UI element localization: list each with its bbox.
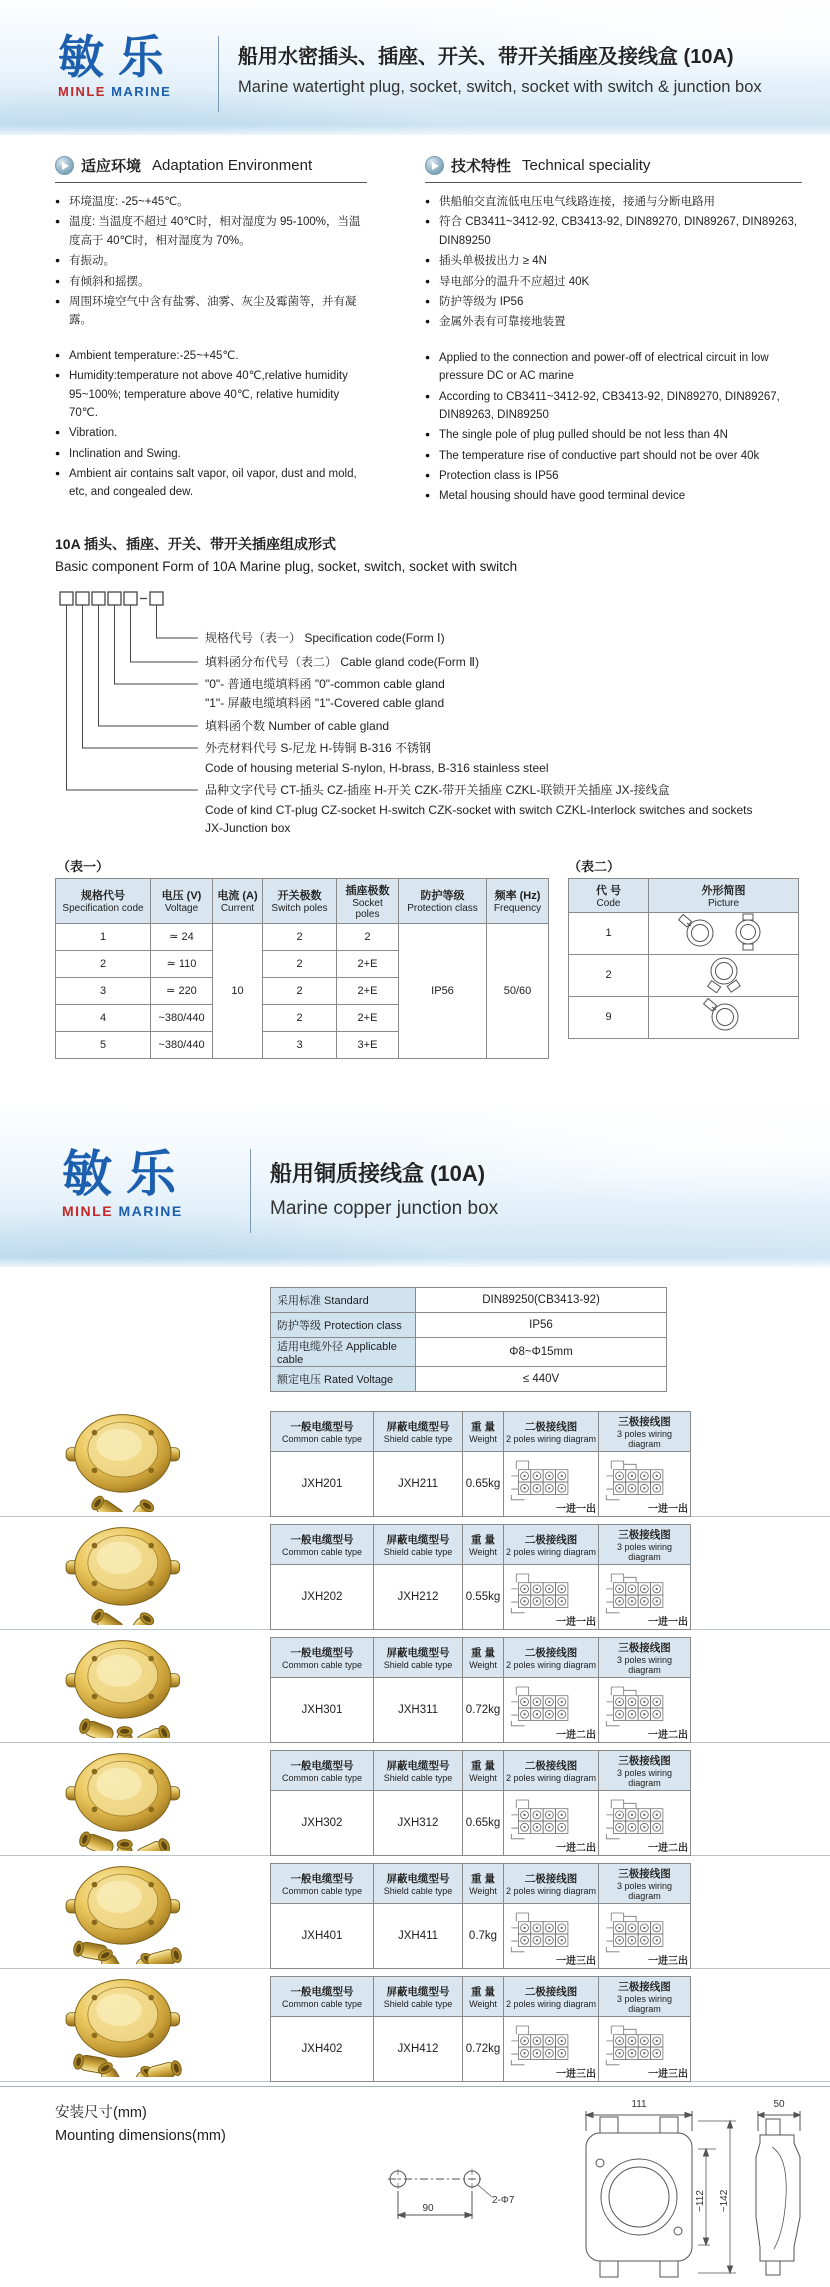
- cell-common-type: JXH401: [271, 1903, 374, 1968]
- wiring-caption: 一进三出: [556, 1955, 596, 1967]
- table-header-row: [271, 1637, 691, 1677]
- feature-columns: [0, 135, 830, 508]
- gland-layout-sketch: [676, 913, 722, 951]
- table-row: [56, 923, 549, 950]
- table-header-row: [569, 878, 799, 912]
- cell-switch-poles: 2: [263, 977, 337, 1004]
- col-header: 一般电缆型号 Common cable type: [271, 1411, 374, 1451]
- cell-wiring-2p: [504, 1564, 599, 1629]
- cell-shield-type: JXH211: [374, 1451, 463, 1516]
- col-header: 三极接线图 3 poles wiring diagram: [599, 1976, 691, 2016]
- cell-weight: 0.65kg: [463, 1451, 504, 1516]
- product-table: [270, 1637, 691, 1743]
- spec-label: 适用电缆外径 Applicable cable: [271, 1337, 416, 1366]
- adaptation-title-en: Adaptation Environment: [152, 157, 313, 174]
- col-header: 电压 (V) Voltage: [151, 878, 213, 923]
- code-label: "1"- 屏蔽电缆填料函 "1"-Covered cable gland: [205, 695, 445, 710]
- product-photo-junction-box: [32, 1973, 208, 2077]
- wiring-caption: 一进二出: [556, 1729, 596, 1741]
- cell-weight: 0.65kg: [463, 1790, 504, 1855]
- component-title-en: Basic component Form of 10A Marine plug, socket, switch, socket with switch: [55, 558, 518, 574]
- wiring-caption: 一进二出: [556, 1842, 596, 1854]
- code-label: JX-Junction box: [205, 820, 291, 835]
- wiring-diagram-3p: [603, 1456, 689, 1504]
- page-title-en: Marine watertight plug, socket, switch, socket with switch & junction box: [238, 78, 762, 96]
- product-row: [0, 1856, 830, 1969]
- product-table: [270, 1411, 691, 1517]
- forms-section: [0, 856, 830, 1071]
- cell-socket-poles: 2+E: [337, 950, 399, 977]
- product-photo-junction-box: [32, 1408, 208, 1512]
- list-item: ● Applied to the connection and power-off of electrical circuit in low pressure DC or AC marine: [425, 349, 802, 386]
- col-header: 重 量 Weight: [463, 1524, 504, 1564]
- col-header: 一般电缆型号 Common cable type: [271, 1976, 374, 2016]
- col-header: 三极接线图 3 poles wiring diagram: [599, 1411, 691, 1451]
- adaptation-title-cn: 适应环境: [81, 158, 142, 175]
- cell-weight: 0.7kg: [463, 1903, 504, 1968]
- spec-value: IP56: [416, 1312, 667, 1337]
- list-item: ● 防护等级为 IP56: [425, 293, 802, 311]
- product-row: [0, 1743, 830, 1856]
- table-header-row: [271, 1976, 691, 2016]
- cell-switch-poles: 2: [263, 950, 337, 977]
- spec-label: 防护等级 Protection class: [271, 1312, 416, 1337]
- cell-spec-code: 1: [56, 923, 151, 950]
- table-header-row: [56, 878, 549, 923]
- col-header: 插座极数 Socket poles: [337, 878, 399, 923]
- product-photo-junction-box: [32, 1747, 208, 1851]
- spec-label: 采用标准 Standard: [271, 1287, 416, 1312]
- table-row: [271, 1366, 667, 1391]
- play-circle-icon: [425, 156, 444, 175]
- col-header: 屏蔽电缆型号 Shield cable type: [374, 1637, 463, 1677]
- product-photo-junction-box: [32, 1521, 208, 1625]
- table-row: [271, 1337, 667, 1366]
- code-label: 品种文字代号 CT-插头 CZ-插座 H-开关 CZK-带开关插座 CZKL-联锁开关插座 JX-接线盒: [205, 782, 670, 797]
- wiring-caption: 一进三出: [556, 2068, 596, 2080]
- list-item: ● The temperature rise of conductive part should not be over 40k: [425, 447, 802, 465]
- dim-112: ~112: [695, 2189, 706, 2212]
- col-header: 规格代号 Specification code: [56, 878, 151, 923]
- page-title-cn: 船用水密插头、插座、开关、带开关插座及接线盒 (10A): [238, 46, 734, 68]
- gland-layout-sketch: [701, 997, 747, 1035]
- col-header: 屏蔽电缆型号 Shield cable type: [374, 1411, 463, 1451]
- cell-switch-poles: 2: [263, 1004, 337, 1031]
- cell-weight: 0.55kg: [463, 1564, 504, 1629]
- wiring-diagram-2p: [508, 1795, 594, 1843]
- product-table: [270, 1524, 691, 1630]
- cell-spec-code: 5: [56, 1031, 151, 1058]
- table-row: [271, 1564, 691, 1629]
- table-header-row: [271, 1863, 691, 1903]
- code-diagram-graphic: [0, 584, 830, 842]
- adaptation-section: [55, 155, 367, 508]
- col-header: 三极接线图 3 poles wiring diagram: [599, 1524, 691, 1564]
- table-row: [271, 1790, 691, 1855]
- page-title: [238, 40, 762, 97]
- dim-50: 50: [773, 2098, 785, 2110]
- header-divider: [250, 1149, 251, 1233]
- table-header-row: [271, 1411, 691, 1451]
- component-code-diagram: [0, 584, 830, 842]
- cell-socket-poles: 2: [337, 923, 399, 950]
- cell-voltage: ≃ 110: [151, 950, 213, 977]
- cell-spec-code: 3: [56, 977, 151, 1004]
- col-header: 三极接线图 3 poles wiring diagram: [599, 1637, 691, 1677]
- mounting-title-cn: 安装尺寸(mm): [55, 2104, 147, 2121]
- cell-spec-code: 2: [56, 950, 151, 977]
- cell-common-type: JXH301: [271, 1677, 374, 1742]
- cell-wiring-2p: [504, 1790, 599, 1855]
- code-label: 规格代号（表一） Specification code(Form Ⅰ): [205, 630, 445, 645]
- col-header: 重 量 Weight: [463, 1863, 504, 1903]
- technical-title-en: Technical speciality: [522, 157, 651, 174]
- brand-name-en: MINLE MARINE: [62, 1202, 183, 1219]
- list-item: ● 有倾斜和摇摆。: [55, 273, 367, 291]
- code-label: "0"- 普通电缆填料函 "0"-common cable gland: [205, 676, 445, 691]
- dim-142: ~142: [719, 2189, 730, 2213]
- cell-weight: 0.72kg: [463, 2016, 504, 2081]
- table-header-row: [271, 1750, 691, 1790]
- cell-shield-type: JXH311: [374, 1677, 463, 1742]
- spec-label: 额定电压 Rated Voltage: [271, 1366, 416, 1391]
- cell-socket-poles: 3+E: [337, 1031, 399, 1058]
- gland-layout-sketch: [701, 955, 747, 993]
- col-header: 电流 (A) Current: [213, 878, 263, 923]
- col-header: 一般电缆型号 Common cable type: [271, 1750, 374, 1790]
- section2-title-en: Marine copper junction box: [270, 1197, 499, 1219]
- wiring-diagram-3p: [603, 1908, 689, 1956]
- adaptation-list-cn: [55, 193, 367, 330]
- col-header: 二极接线图 2 poles wiring diagram: [504, 1976, 599, 2016]
- cell-weight: 0.72kg: [463, 1677, 504, 1742]
- section2-title-cn: 船用铜质接线盒 (10A): [270, 1160, 486, 1186]
- form2-table: [568, 878, 799, 1039]
- cell-wiring-2p: [504, 2016, 599, 2081]
- wiring-diagram-3p: [603, 1795, 689, 1843]
- wiring-caption: 一进一出: [556, 1616, 596, 1628]
- brand-logo: [58, 31, 178, 99]
- technical-title-cn: 技术特性: [451, 158, 512, 175]
- cell-wiring-3p: [599, 1564, 691, 1629]
- table-row: [271, 1677, 691, 1742]
- cell-shield-type: JXH312: [374, 1790, 463, 1855]
- header-band-1: [0, 0, 830, 135]
- col-header: 防护等级 Protection class: [399, 878, 487, 923]
- col-header: 二极接线图 2 poles wiring diagram: [504, 1524, 599, 1564]
- code-label: Code of housing meterial S-nylon, H-brass, B-316 stainless steel: [205, 760, 549, 775]
- product-table: [270, 1976, 691, 2082]
- col-header: 一般电缆型号 Common cable type: [271, 1524, 374, 1564]
- cell-code: 2: [569, 954, 649, 996]
- col-header: 重 量 Weight: [463, 1411, 504, 1451]
- cell-switch-poles: 2: [263, 923, 337, 950]
- list-item: ● Ambient temperature:-25~+45℃.: [55, 347, 367, 365]
- brand-name-cn: 敏乐: [62, 1145, 190, 1202]
- dim-holes: 2-Φ7: [492, 2194, 515, 2206]
- cell-protection: IP56: [399, 923, 487, 1058]
- cell-picture: [649, 996, 799, 1038]
- table-row: [271, 1312, 667, 1337]
- code-label: 填料函个数 Number of cable gland: [205, 718, 390, 733]
- cell-wiring-2p: [504, 1903, 599, 1968]
- component-title-cn: 10A 插头、插座、开关、带开关插座组成形式: [55, 535, 337, 552]
- technical-section: [425, 155, 802, 508]
- product-table: [270, 1863, 691, 1969]
- col-header: 二极接线图 2 poles wiring diagram: [504, 1863, 599, 1903]
- wiring-caption: 一进一出: [556, 1503, 596, 1515]
- table-row: [271, 1287, 667, 1312]
- wiring-caption: 一进二出: [648, 1729, 688, 1741]
- product-row: [0, 1630, 830, 1743]
- wiring-diagram-3p: [603, 2021, 689, 2069]
- adaptation-heading: [55, 155, 367, 183]
- table-row: [271, 2016, 691, 2081]
- list-item: ● 供船舶交直流低电压电气线路连接，接通与分断电路用: [425, 193, 802, 211]
- spec-value: DIN89250(CB3413-92): [416, 1287, 667, 1312]
- cell-code: 1: [569, 912, 649, 954]
- code-label: 外壳材料代号 S-尼龙 H-铸铜 B-316 不锈钢: [205, 740, 432, 755]
- product-row: [0, 1969, 830, 2082]
- spec-value: Φ8~Φ15mm: [416, 1337, 667, 1366]
- col-header: 重 量 Weight: [463, 1637, 504, 1677]
- table-header-row: [271, 1524, 691, 1564]
- form2-caption: （表二）: [568, 858, 621, 874]
- table-row: [271, 1451, 691, 1516]
- product-photo-junction-box: [32, 1860, 208, 1964]
- wiring-caption: 一进二出: [648, 1842, 688, 1854]
- list-item: ● 导电部分的温升不应超过 40K: [425, 273, 802, 291]
- adaptation-list-en: [55, 347, 367, 502]
- product-list: [0, 1404, 830, 2082]
- cell-wiring-2p: [504, 1451, 599, 1516]
- brand-logo: [62, 1145, 190, 1219]
- col-header: 频率 (Hz) Frequency: [487, 878, 549, 923]
- col-header: 二极接线图 2 poles wiring diagram: [504, 1411, 599, 1451]
- cell-voltage: ~380/440: [151, 1031, 213, 1058]
- component-form-section: [0, 534, 830, 842]
- list-item: ● 插头单极拔出力 ≥ 4N: [425, 252, 802, 270]
- product-row: [0, 1517, 830, 1630]
- technical-list-en: [425, 349, 802, 506]
- list-item: ● Metal housing should have good terminal device: [425, 487, 802, 505]
- wiring-diagram-2p: [508, 1569, 594, 1617]
- wiring-caption: 一进一出: [648, 1616, 688, 1628]
- cell-picture: [649, 912, 799, 954]
- wiring-diagram-2p: [508, 1908, 594, 1956]
- cell-wiring-2p: [504, 1677, 599, 1742]
- cell-voltage: ≃ 220: [151, 977, 213, 1004]
- brand-name-cn: 敏乐: [58, 31, 178, 83]
- col-header: 一般电缆型号 Common cable type: [271, 1637, 374, 1677]
- product-row: [0, 1404, 830, 1517]
- col-header: 外形简图 Picture: [649, 878, 799, 912]
- cell-shield-type: JXH411: [374, 1903, 463, 1968]
- wiring-caption: 一进一出: [648, 1503, 688, 1515]
- list-item: ● The single pole of plug pulled should be not less than 4N: [425, 426, 802, 444]
- cell-wiring-3p: [599, 1451, 691, 1516]
- spec-table: [270, 1287, 667, 1392]
- col-header: 二极接线图 2 poles wiring diagram: [504, 1750, 599, 1790]
- cell-shield-type: JXH412: [374, 2016, 463, 2081]
- cell-common-type: JXH201: [271, 1451, 374, 1516]
- header-band-2: [0, 1105, 830, 1267]
- technical-list-cn: [425, 193, 802, 332]
- col-header: 屏蔽电缆型号 Shield cable type: [374, 1863, 463, 1903]
- cell-wiring-3p: [599, 1903, 691, 1968]
- wiring-diagram-2p: [508, 1456, 594, 1504]
- cell-wiring-3p: [599, 2016, 691, 2081]
- cell-socket-poles: 2+E: [337, 1004, 399, 1031]
- cell-shield-type: JXH212: [374, 1564, 463, 1629]
- wiring-diagram-3p: [603, 1682, 689, 1730]
- spec-value: ≤ 440V: [416, 1366, 667, 1391]
- table-row: [569, 912, 799, 954]
- list-item: ● Humidity:temperature not above 40℃,relative humidity 95~100%; temperature above 40℃, relative humidity 70℃.: [55, 367, 367, 422]
- list-item: ● According to CB3411~3412-92, CB3413-92, DIN89270, DIN89267, DIN89263, DIN89250: [425, 388, 802, 425]
- col-header: 重 量 Weight: [463, 1750, 504, 1790]
- mounting-section: [0, 2086, 830, 2287]
- col-header: 屏蔽电缆型号 Shield cable type: [374, 1976, 463, 2016]
- col-header: 一般电缆型号 Common cable type: [271, 1863, 374, 1903]
- cell-common-type: JXH302: [271, 1790, 374, 1855]
- dim-111: 111: [631, 2098, 647, 2110]
- product-table: [270, 1750, 691, 1856]
- table-row: [271, 1903, 691, 1968]
- cell-wiring-3p: [599, 1790, 691, 1855]
- cell-wiring-3p: [599, 1677, 691, 1742]
- list-item: ● 环境温度: -25~+45℃。: [55, 193, 367, 211]
- list-item: ● Protection class is IP56: [425, 467, 802, 485]
- table-row: [569, 996, 799, 1038]
- col-header: 屏蔽电缆型号 Shield cable type: [374, 1524, 463, 1564]
- col-header: 屏蔽电缆型号 Shield cable type: [374, 1750, 463, 1790]
- list-item: ● 符合 CB3411~3412-92, CB3413-92, DIN89270, DIN89267, DIN89263, DIN89250: [425, 213, 802, 250]
- cell-switch-poles: 3: [263, 1031, 337, 1058]
- cell-current: 10: [213, 923, 263, 1058]
- list-item: ● 温度: 当温度不超过 40℃时，相对湿度为 95-100%，当温度高于 40℃时，相对湿度为 70%。: [55, 213, 367, 250]
- product-photo-junction-box: [32, 1634, 208, 1738]
- cell-voltage: ≃ 24: [151, 923, 213, 950]
- col-header: 开关极数 Switch poles: [263, 878, 337, 923]
- cell-code: 9: [569, 996, 649, 1038]
- cell-voltage: ~380/440: [151, 1004, 213, 1031]
- col-header: 三极接线图 3 poles wiring diagram: [599, 1750, 691, 1790]
- header-divider: [218, 36, 219, 112]
- gland-layout-sketch: [725, 913, 771, 951]
- list-item: ● Vibration.: [55, 424, 367, 442]
- table-row: [569, 954, 799, 996]
- list-item: ● 有振动。: [55, 252, 367, 270]
- list-item: ● Ambient air contains salt vapor, oil vapor, dust and mold, etc, and congealed dew.: [55, 465, 367, 502]
- col-header: 二极接线图 2 poles wiring diagram: [504, 1637, 599, 1677]
- list-item: ● Inclination and Swing.: [55, 445, 367, 463]
- form1-caption: （表一）: [57, 858, 110, 874]
- form1-table: [55, 878, 549, 1059]
- dim-90: 90: [422, 2202, 434, 2214]
- section2-title: [270, 1157, 498, 1220]
- cell-frequency: 50/60: [487, 923, 549, 1058]
- brand-name-en: MINLE MARINE: [58, 84, 172, 99]
- cell-picture: [649, 954, 799, 996]
- list-item: ● 周围环境空气中含有盐雾、油雾、灰尘及霉菌等，并有凝露。: [55, 293, 367, 330]
- code-label: 填料函分布代号（表二） Cable gland code(Form Ⅱ): [205, 654, 479, 669]
- mounting-title-en: Mounting dimensions(mm): [55, 2127, 226, 2144]
- cell-common-type: JXH402: [271, 2016, 374, 2081]
- technical-heading: [425, 155, 802, 183]
- cell-common-type: JXH202: [271, 1564, 374, 1629]
- wiring-caption: 一进三出: [648, 1955, 688, 1967]
- wiring-diagram-3p: [603, 1569, 689, 1617]
- list-item: ● 金属外表有可靠接地装置: [425, 313, 802, 331]
- mounting-drawing: [0, 2087, 830, 2287]
- col-header: 重 量 Weight: [463, 1976, 504, 2016]
- code-label: Code of kind CT-plug CZ-socket H-switch CZK-socket with switch CZKL-Interlock switches and sockets: [205, 802, 753, 817]
- wiring-caption: 一进三出: [648, 2068, 688, 2080]
- cell-spec-code: 4: [56, 1004, 151, 1031]
- play-circle-icon: [55, 156, 74, 175]
- wiring-diagram-2p: [508, 2021, 594, 2069]
- col-header: 代 号 Code: [569, 878, 649, 912]
- col-header: 三极接线图 3 poles wiring diagram: [599, 1863, 691, 1903]
- wiring-diagram-2p: [508, 1682, 594, 1730]
- cell-socket-poles: 2+E: [337, 977, 399, 1004]
